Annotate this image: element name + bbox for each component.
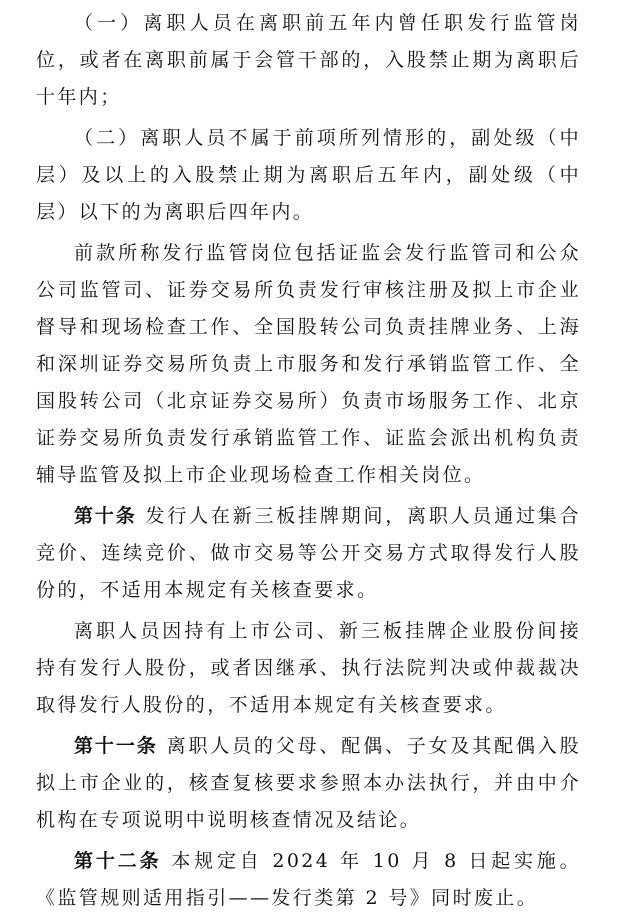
paragraph-text: （二）离职人员不属于前项所列情形的，副处级（中层）及以上的入股禁止期为离职后五年内，副处级（中层）以下的为离职后四年内。 [36, 127, 581, 223]
paragraph-text: 离职人员因持有上市公司、新三板挂牌企业股份间接持有发行人股份，或者因继承、执行法院判决或仲裁裁决取得发行人股份的，不适用本规定有关核查要求。 [36, 620, 581, 716]
article-heading: 第十一条 [74, 735, 158, 757]
article-12 [36, 843, 581, 917]
paragraph-text: 离职人员的父母、配偶、子女及其配偶入股拟上市企业的，核查复核要求参照本办法执行，并由中介机构在专项说明中说明核查情况及结论。 [36, 735, 581, 831]
paragraph-item-2 [36, 120, 581, 231]
paragraph-text: 前款所称发行监管岗位包括证监会发行监管司和公众公司监管司、证券交易所负责发行审核注册及拟上市企业督导和现场检查工作、全国股转公司负责挂牌业务、上海和深圳证券交易所负责上市服务和发行承销监管工作、全国股转公司（北京证券交易所）负责市场服务工作、北京证券交易所负责发行承销监管工作、证监会派出机构负责辅导监管及拟上市企业现场检查工作相关岗位。 [36, 242, 581, 486]
paragraph-indirect-holding [36, 613, 581, 724]
paragraph-item-1 [36, 5, 581, 116]
article-10 [36, 498, 581, 609]
article-11 [36, 728, 581, 839]
paragraph-text: 本规定自 2024 年 10 月 8 日起实施。《监管规则适用指引——发行类第 2 号》同时废止。 [36, 850, 581, 909]
paragraph-text: 发行人在新三板挂牌期间，离职人员通过集合竞价、连续竞价、做市交易等公开交易方式取得发行人股份的，不适用本规定有关核查要求。 [36, 505, 581, 601]
paragraph-text: （一）离职人员在离职前五年内曾任职发行监管岗位，或者在离职前属于会管干部的，入股禁止期为离职后十年内； [36, 12, 581, 108]
paragraph-definition [36, 235, 581, 494]
article-heading: 第十二条 [74, 850, 162, 872]
article-heading: 第十条 [74, 505, 137, 527]
